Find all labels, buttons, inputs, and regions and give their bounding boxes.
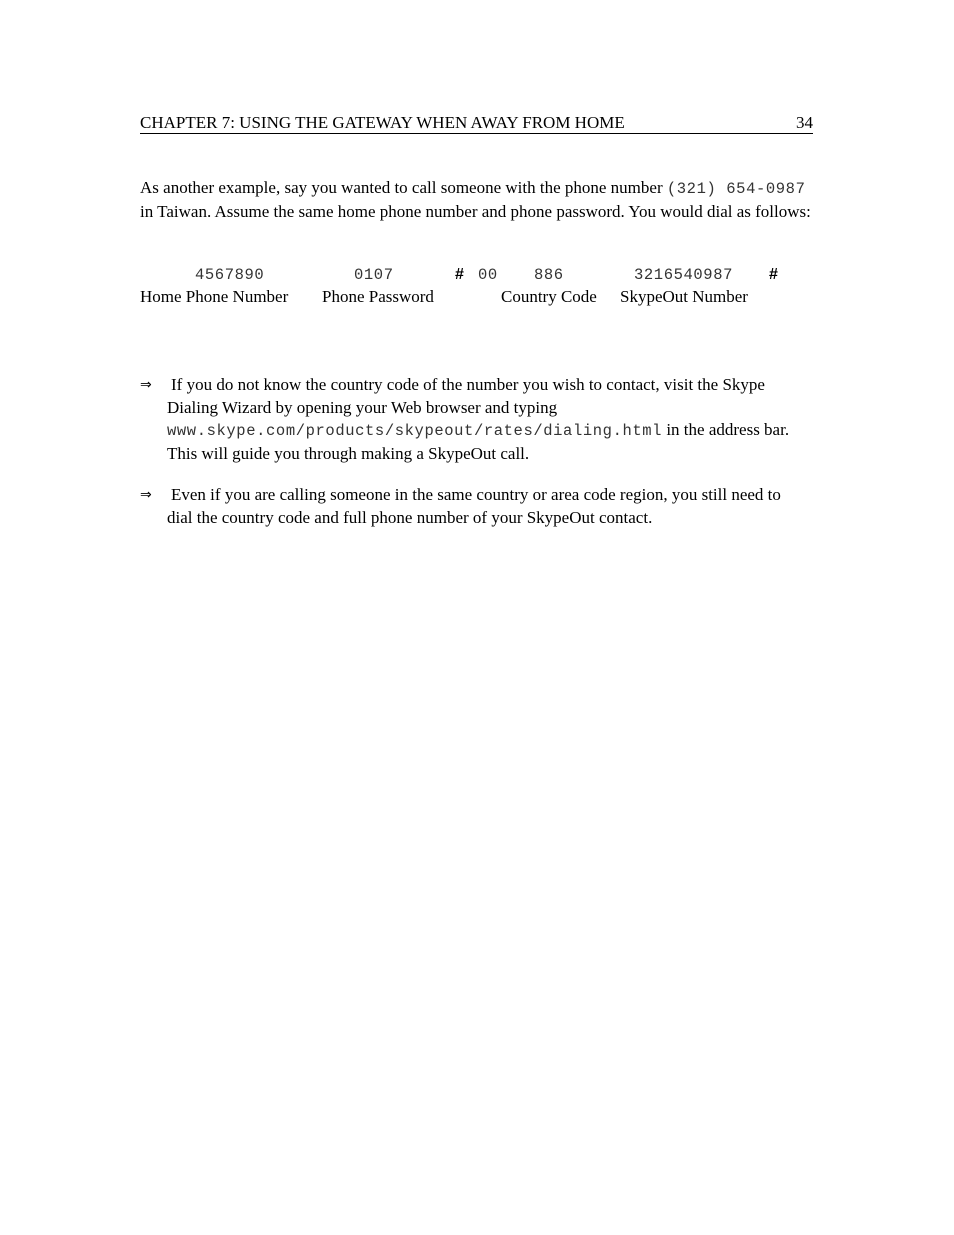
skypeout-number-label: SkypeOut Number <box>620 287 748 306</box>
intro-text-before: As another example, say you wanted to call someone with the phone number <box>140 178 667 197</box>
country-code-value: 886 <box>534 266 564 284</box>
bullet-text <box>167 374 807 465</box>
hash-symbol: # <box>455 266 464 283</box>
bullet-text-before: If you do not know the country code of the number you wish to contact, visit the Skype Dialing Wizard by opening your Web browser and typing <box>167 375 765 417</box>
tip-bullet-country-code <box>140 374 820 466</box>
chapter-title: CHAPTER 7: USING THE GATEWAY WHEN AWAY FROM HOME <box>140 113 625 132</box>
intro-paragraph <box>140 177 820 223</box>
international-prefix-value: 00 <box>478 266 498 284</box>
phone-password-value: 0107 <box>354 266 394 284</box>
skypeout-number-value: 3216540987 <box>634 266 734 284</box>
tip-bullet-full-number <box>140 484 820 530</box>
bullet-text-after: in the address bar. This will guide you through making a SkypeOut call. <box>167 420 790 463</box>
phone-password-label: Phone Password <box>322 287 434 306</box>
hash-symbol: # <box>769 266 778 283</box>
home-phone-label: Home Phone Number <box>140 287 289 306</box>
bullet-text-content: Even if you are calling someone in the same country or area code region, you still need to dial the country code and full phone number of your SkypeOut contact. <box>167 485 781 527</box>
double-right-arrow-icon: ⇒ <box>140 487 152 503</box>
intro-text-after: in Taiwan. Assume the same home phone number and phone password. You would dial as follows: <box>140 201 811 221</box>
bullet-text <box>167 484 807 529</box>
example-phone-number: (321) 654-0987 <box>666 180 806 198</box>
double-right-arrow-icon: ⇒ <box>140 377 152 393</box>
page-number: 34 <box>796 113 813 132</box>
country-code-label: Country Code <box>501 287 597 306</box>
home-phone-value: 4567890 <box>195 266 265 284</box>
page-header <box>140 113 813 134</box>
dialing-wizard-url: www.skype.com/products/skypeout/rates/dialing.html <box>167 422 663 440</box>
